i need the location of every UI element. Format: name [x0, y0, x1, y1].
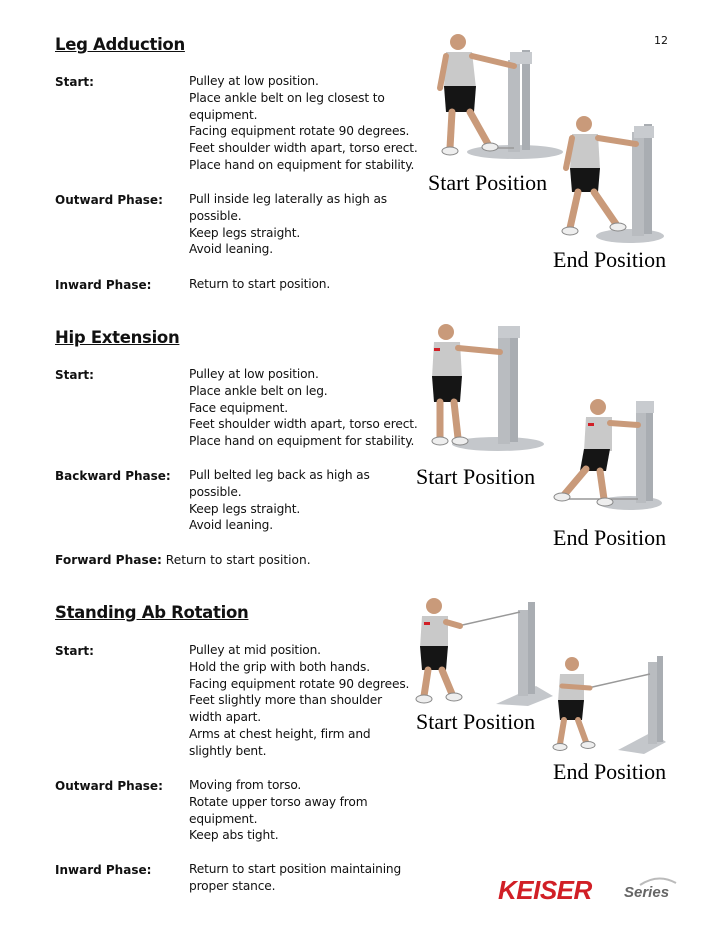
label-start: Start: — [55, 644, 94, 658]
keiser-series-logo — [498, 875, 680, 907]
outward-phase-description: Moving from torso. Rotate upper torso away from equipment. Keep abs tight. — [189, 778, 368, 843]
backward-phase-description: Pull belted leg back as high as possible. Keep legs straight. Avoid leaning. — [189, 468, 370, 533]
label-outward-phase: Outward Phase: — [55, 193, 163, 207]
forward-phase-row — [55, 553, 311, 567]
hip-extension-end-photo — [550, 395, 665, 515]
ab-rotation-end-photo — [548, 652, 668, 757]
label-backward-phase: Backward Phase: — [55, 469, 171, 483]
start-description: Pulley at low position. Place ankle belt on leg. Face equipment. Feet shoulder width apart, torso erect. Place hand on equipment for stability. — [189, 367, 418, 449]
leg-adduction-end-photo — [558, 112, 663, 247]
label-start: Start: — [55, 75, 94, 89]
section-title-standing-ab-rotation: Standing Ab Rotation — [55, 603, 249, 622]
label-outward-phase: Outward Phase: — [55, 779, 163, 793]
caption-start-position: Start Position — [416, 709, 536, 734]
start-description: Pulley at mid position. Hold the grip with both hands. Facing equipment rotate 90 degrees. Feet slightly more than shoulder width apart. Arms at chest height, firm and slightly bent. — [189, 643, 410, 758]
label-inward-phase: Inward Phase: — [55, 863, 152, 877]
start-description: Pulley at low position. Place ankle belt on leg closest to equipment. Facing equipment rotate 90 degrees. Feet shoulder width apart, torso erect. Place hand on equipment for stability. — [189, 74, 418, 172]
ab-rotation-start-photo — [418, 596, 558, 708]
caption-end-position: End Position — [553, 247, 667, 272]
leg-adduction-start-photo — [430, 30, 560, 165]
series-wordmark: Series — [624, 884, 670, 901]
inward-phase-description: Return to start position. — [189, 277, 331, 291]
caption-end-position: End Position — [553, 759, 667, 784]
section-title-leg-adduction: Leg Adduction — [55, 35, 185, 54]
logo-swoosh-icon — [638, 875, 678, 887]
label-inward-phase: Inward Phase: — [55, 278, 152, 292]
label-start: Start: — [55, 368, 94, 382]
section-title-hip-extension: Hip Extension — [55, 328, 180, 347]
caption-end-position: End Position — [553, 525, 667, 550]
page-number: 12 — [654, 34, 668, 47]
caption-start-position: Start Position — [428, 170, 548, 195]
label-forward-phase: Forward Phase: — [55, 553, 162, 567]
hip-extension-start-photo — [428, 320, 548, 455]
keiser-wordmark: KEISER — [498, 875, 592, 905]
caption-start-position: Start Position — [416, 464, 536, 489]
inward-phase-description: Return to start position maintaining proper stance. — [189, 862, 402, 893]
outward-phase-description: Pull inside leg laterally as high as possible. Keep legs straight. Avoid leaning. — [189, 192, 387, 257]
forward-phase-description: Return to start position. — [165, 553, 311, 567]
